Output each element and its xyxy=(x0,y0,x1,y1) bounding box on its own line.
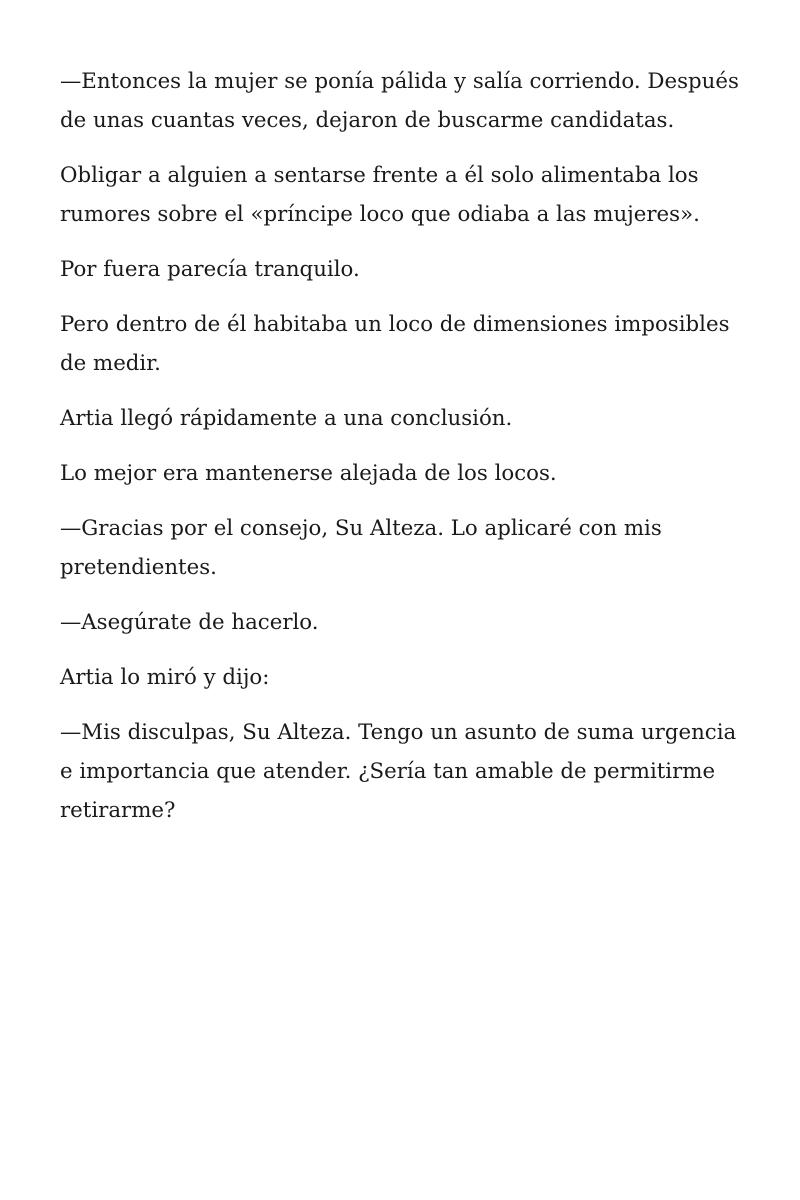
paragraph: —Gracias por el consejo, Su Alteza. Lo aplicaré con mis pretendientes. xyxy=(60,516,662,580)
paragraph: Artia lo miró y dijo: xyxy=(60,665,270,690)
paragraph: Por fuera parecía tranquilo. xyxy=(60,257,360,282)
paragraph: —Mis disculpas, Su Alteza. Tengo un asunto de suma urgencia e importancia que atender. ¿Sería tan amable de permitirme retirarme? xyxy=(60,720,737,823)
paragraph: Artia llegó rápidamente a una conclusión. xyxy=(60,406,513,431)
document-page xyxy=(60,62,740,846)
paragraph: —Asegúrate de hacerlo. xyxy=(60,610,319,635)
paragraph: —Entonces la mujer se ponía pálida y salía corriendo. Después de unas cuantas veces, dejaron de buscarme candidatas. xyxy=(60,69,739,133)
paragraph: Lo mejor era mantenerse alejada de los locos. xyxy=(60,461,557,486)
paragraph: Obligar a alguien a sentarse frente a él solo alimentaba los rumores sobre el «príncipe loco que odiaba a las mujeres». xyxy=(60,163,700,227)
paragraph: Pero dentro de él habitaba un loco de dimensiones imposibles de medir. xyxy=(60,312,730,376)
